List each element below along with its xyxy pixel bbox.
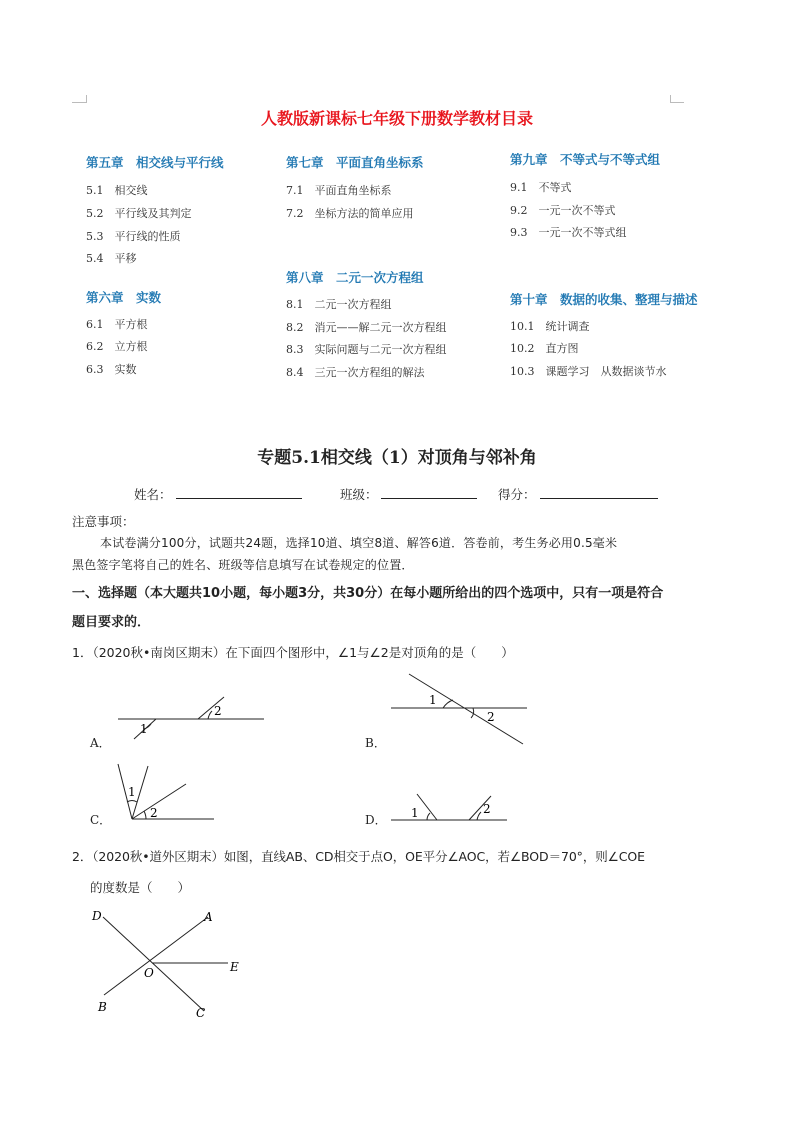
point-o-label: O xyxy=(144,966,154,980)
name-field[interactable] xyxy=(176,484,302,499)
topic-title: 专题5.1相交线（1）对顶角与邻补角 xyxy=(257,448,537,468)
toc-item: 8.4 三元一次方程组的解法 xyxy=(286,366,425,379)
class-label: 班级： xyxy=(340,487,378,502)
option-d-figure xyxy=(385,790,515,830)
toc-item: 9.2 一元一次不等式 xyxy=(510,204,616,217)
toc-item: 8.1 二元一次方程组 xyxy=(286,298,392,311)
toc-item: 10.2 直方图 xyxy=(510,342,579,355)
notice-heading: 注意事项： xyxy=(72,514,135,529)
point-e-label: E xyxy=(230,960,239,974)
toc-item: 8.2 消元——解二元一次方程组 xyxy=(286,321,447,334)
chapter-10-heading: 第十章 数据的收集、整理与描述 xyxy=(510,292,698,307)
angle-2-label: 2 xyxy=(487,710,495,724)
crop-mark xyxy=(670,95,671,103)
toc-item: 8.3 实际问题与二元一次方程组 xyxy=(286,343,447,356)
angle-2-label: 2 xyxy=(214,704,222,718)
crop-mark xyxy=(86,95,87,103)
option-a-label: A． xyxy=(90,736,111,750)
option-b-figure xyxy=(385,672,535,747)
point-b-label: B xyxy=(98,1000,107,1014)
toc-item: 5.1 相交线 xyxy=(86,184,148,197)
option-b-label: B． xyxy=(365,736,386,750)
angle-2-label: 2 xyxy=(483,802,491,816)
angle-1-label: 1 xyxy=(411,806,419,820)
toc-item: 7.1 平面直角坐标系 xyxy=(286,184,392,197)
name-label: 姓名： xyxy=(134,487,172,502)
toc-item: 5.3 平行线的性质 xyxy=(86,230,181,243)
angle-1-label: 1 xyxy=(429,693,437,707)
point-a-label: A xyxy=(204,910,213,924)
question-1-text: 1．（2020秋•南岗区期末）在下面四个图形中，∠1与∠2是对顶角的是（ ） xyxy=(72,645,514,660)
toc-item: 10.3 课题学习 从数据谈节水 xyxy=(510,365,667,378)
toc-item: 6.1 平方根 xyxy=(86,318,148,331)
option-d-label: D． xyxy=(365,813,387,827)
section-heading: 题目要求的． xyxy=(72,615,151,630)
toc-item: 9.3 一元一次不等式组 xyxy=(510,226,627,239)
toc-item: 9.1 不等式 xyxy=(510,181,572,194)
option-c-label: C． xyxy=(90,813,112,827)
notice-line: 本试卷满分100分，试题共24题，选择10道、填空8道、解答6道．答卷前，考生务必用0.5毫米 xyxy=(100,536,618,550)
chapter-5-heading: 第五章 相交线与平行线 xyxy=(86,155,224,170)
score-field[interactable] xyxy=(540,484,658,499)
question-2-text: 2．（2020秋•道外区期末）如图，直线AB、CD相交于点O，OE平分∠AOC，若∠BOD＝70°，则∠COE xyxy=(72,849,645,864)
toc-item: 6.2 立方根 xyxy=(86,340,148,353)
chapter-6-heading: 第六章 实数 xyxy=(86,290,162,305)
toc-item: 7.2 坐标方法的简单应用 xyxy=(286,207,414,220)
chapter-9-heading: 第九章 不等式与不等式组 xyxy=(510,152,661,167)
chapter-7-heading: 第七章 平面直角坐标系 xyxy=(286,155,424,170)
crop-mark xyxy=(670,102,684,103)
angle-1-label: 1 xyxy=(140,722,148,736)
option-a-figure xyxy=(110,695,270,745)
notice-line: 黑色签字笔将自己的姓名、班级等信息填写在试卷规定的位置． xyxy=(72,558,414,572)
toc-item: 5.4 平移 xyxy=(86,252,137,265)
toc-title: 人教版新课标七年级下册数学教材目录 xyxy=(260,109,533,128)
angle-1-label: 1 xyxy=(128,785,136,799)
chapter-8-heading: 第八章 二元一次方程组 xyxy=(286,270,424,285)
angle-2-label: 2 xyxy=(150,806,158,820)
class-field[interactable] xyxy=(381,484,477,499)
question-2-text-continued: 的度数是（ ） xyxy=(90,880,191,895)
crop-mark xyxy=(72,102,86,103)
section-heading: 一、选择题（本大题共10小题，每小题3分，共30分）在每小题所给出的四个选项中，只有一项是符合 xyxy=(72,586,664,601)
toc-item: 5.2 平行线及其判定 xyxy=(86,207,192,220)
toc-item: 6.3 实数 xyxy=(86,363,137,376)
question-2-figure xyxy=(88,905,268,1025)
option-c-figure xyxy=(110,762,220,832)
toc-item: 10.1 统计调查 xyxy=(510,320,590,333)
point-c-label: C xyxy=(196,1006,206,1020)
point-d-label: D xyxy=(92,909,102,923)
score-label: 得分： xyxy=(498,487,536,502)
